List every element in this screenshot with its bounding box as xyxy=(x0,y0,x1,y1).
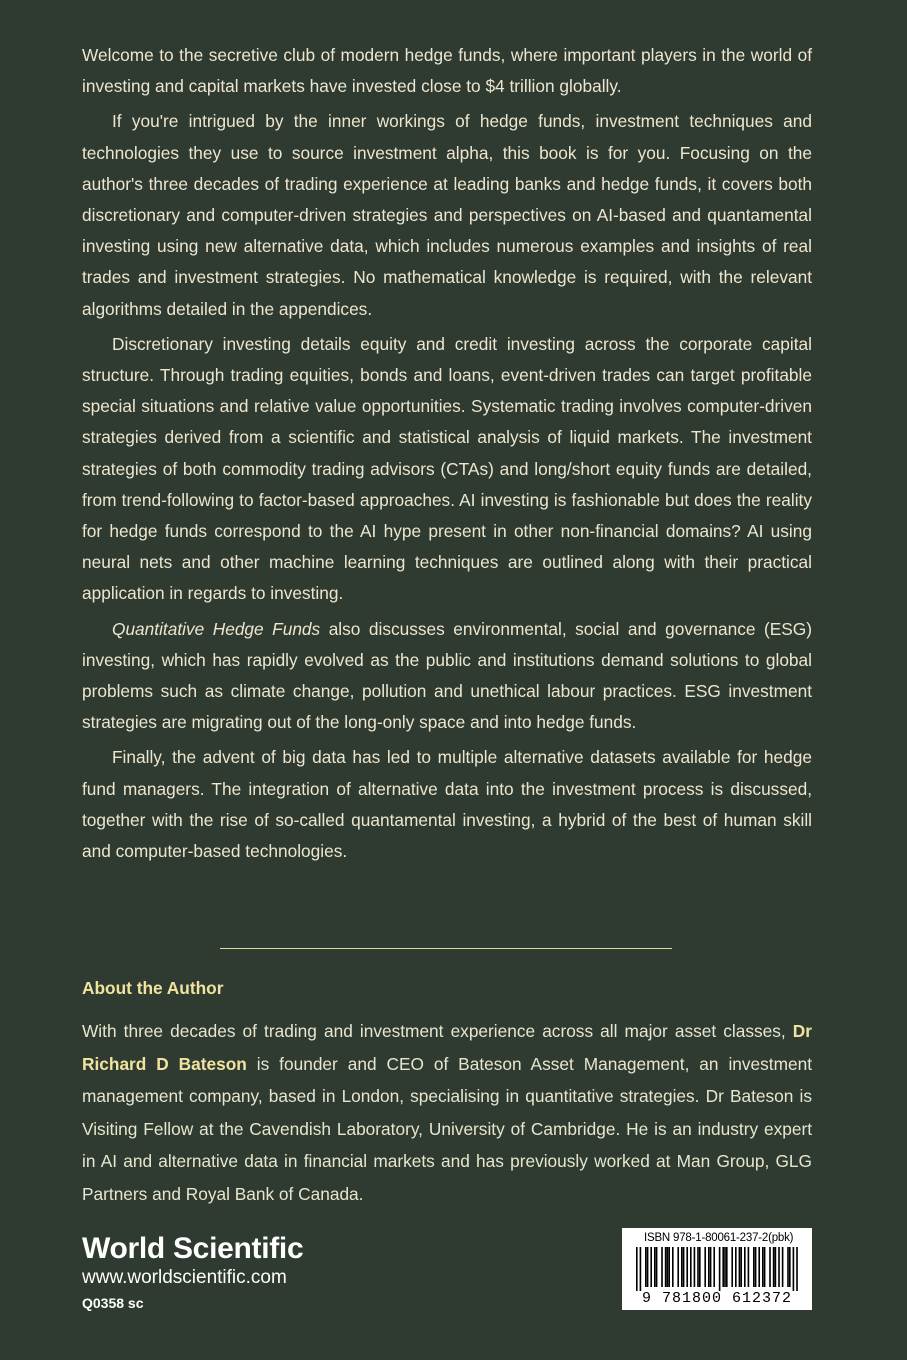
barcode-bar xyxy=(654,1247,656,1287)
barcode-bar xyxy=(755,1247,757,1287)
barcode-bar xyxy=(787,1247,789,1287)
barcode-bar xyxy=(762,1247,764,1287)
barcode-bar xyxy=(690,1247,692,1287)
barcode-bar xyxy=(739,1247,741,1287)
author-bio-paragraph xyxy=(82,1015,812,1210)
barcode-bar xyxy=(667,1247,669,1287)
barcode-bar xyxy=(681,1247,683,1287)
barcode-bar xyxy=(640,1247,642,1291)
blurb-paragraph-2: If you're intrigued by the inner workings of hedge funds, investment techniques and technologies they use to source investment alpha, this book is for you. Focusing on the author's three decades of trading experience at leading banks and hedge funds, it covers both discretionary and computer-driven strategies and perspectives on AI-based and quantamental investing using new alternative data, which includes numerous examples and insights of real trades and investment strategies. No mathematical knowledge is required, with the relevant algorithms detailed in the appendices. xyxy=(82,111,812,319)
barcode-bar xyxy=(724,1247,726,1287)
author-bio-rest: is founder and CEO of Bateson Asset Management, an investment management company, based in London, specialising in quantitative strategies. Dr Bateson is Visiting Fellow at the Cavendish Laboratory, University of Cambridge. He is an industry expert in AI and alternative data in financial markets and has previously worked at Man Group, GLG Partners and Royal Bank of Canada. xyxy=(82,1053,813,1204)
barcode-bar xyxy=(726,1247,728,1287)
book-title-italic: Quantitative Hedge Funds xyxy=(112,618,321,639)
author-name: Dr Richard D Bateson xyxy=(82,1021,812,1074)
barcode-bar xyxy=(753,1247,755,1287)
barcode-bar xyxy=(677,1247,679,1287)
barcode-bar xyxy=(650,1247,652,1287)
barcode-bar xyxy=(704,1247,706,1287)
barcode-bar xyxy=(645,1247,647,1287)
publisher-name: World Scientific xyxy=(82,1232,304,1265)
barcode-bar xyxy=(740,1247,742,1287)
barcode-bar xyxy=(722,1247,724,1287)
barcode-bar xyxy=(710,1247,712,1287)
barcode-bar xyxy=(773,1247,775,1287)
barcode-bar xyxy=(793,1247,795,1291)
barcode-bar xyxy=(782,1247,784,1287)
barcode-bar xyxy=(668,1247,670,1287)
barcode-bar xyxy=(694,1247,696,1287)
isbn-label: ISBN 978-1-80061-237-2(pbk) xyxy=(644,1232,794,1244)
blurb-paragraph-5: Finally, the advent of big data has led to multiple alternative datasets available for hedge fund managers. The integration of alternative data into the investment process is discussed, together with the rise of so-called quantamental investing, a hybrid of the best of human skill and computer-based technologies. xyxy=(82,747,812,862)
barcode-bar xyxy=(796,1247,798,1291)
barcode-bar xyxy=(683,1247,685,1287)
blurb-paragraph-3: Discretionary investing details equity and credit investing across the corporate capital structure. Through trading equities, bonds and loans, event-driven trades can target profitable special situations and relative value opportunities. Systematic trading involves computer-driven strategies derived from a scientific and statistical analysis of liquid markets. The investment strategies of both commodity trading advisors (CTAs) and long/short equity funds are detailed, from trend-following to factor-based approaches. AI investing is fashionable but does the reality for hedge funds correspond to the AI hype present in other non-financial domains? AI using neural nets and other machine learning techniques are outlined along with their practical application in regards to investing. xyxy=(82,333,812,604)
barcode-bar xyxy=(769,1247,771,1287)
barcode-bar xyxy=(719,1247,721,1291)
barcode-bar xyxy=(775,1247,777,1287)
barcode-bar xyxy=(713,1247,715,1287)
barcode-bar xyxy=(758,1247,760,1287)
barcode-bar xyxy=(647,1247,649,1287)
barcode-bar xyxy=(699,1247,701,1287)
barcode-bar xyxy=(636,1247,638,1291)
barcode-bar xyxy=(665,1247,667,1287)
barcode-bar xyxy=(735,1247,737,1287)
barcode-bar xyxy=(748,1247,750,1287)
blurb-paragraph-4 xyxy=(82,614,812,739)
barcode-bar xyxy=(764,1247,766,1287)
barcode-bar xyxy=(656,1247,658,1287)
barcode-bar xyxy=(778,1247,780,1287)
publisher-url: www.worldscientific.com xyxy=(82,1267,287,1288)
barcode-bar xyxy=(744,1247,746,1287)
barcode-bar xyxy=(731,1247,733,1287)
author-bio xyxy=(82,1015,812,1210)
about-author-heading: About the Author xyxy=(82,978,224,998)
barcode-icon xyxy=(636,1247,798,1291)
barcode-bar xyxy=(686,1247,688,1287)
barcode-bar xyxy=(708,1247,710,1287)
isbn-barcode-box xyxy=(622,1228,812,1310)
author-bio-intro: With three decades of trading and investment experience across all major asset classes, xyxy=(82,1021,793,1041)
section-divider xyxy=(220,948,672,949)
barcode-bar xyxy=(672,1247,674,1287)
isbn-digits: 9 781800 612372 xyxy=(641,1290,793,1307)
publisher-block xyxy=(82,1232,303,1314)
blurb-paragraph-1: Welcome to the secretive club of modern hedge funds, where important players in the world of investing and capital markets have invested close to $4 trillion globally. xyxy=(82,45,812,97)
product-code: Q0358 sc xyxy=(82,1295,144,1311)
barcode-bar xyxy=(661,1247,663,1287)
barcode-bar xyxy=(697,1247,699,1287)
back-cover-blurb xyxy=(82,40,812,871)
barcode-bar xyxy=(789,1247,791,1287)
blurb-paragraph-4-text: also discusses environmental, social and governance (ESG) investing, which has rapidly evolved as the public and institutions demand solutions to global problems such as climate change, pollution and unethical labour practices. ESG investment strategies are migrating out of the long-only space and into hedge funds. xyxy=(82,618,812,733)
